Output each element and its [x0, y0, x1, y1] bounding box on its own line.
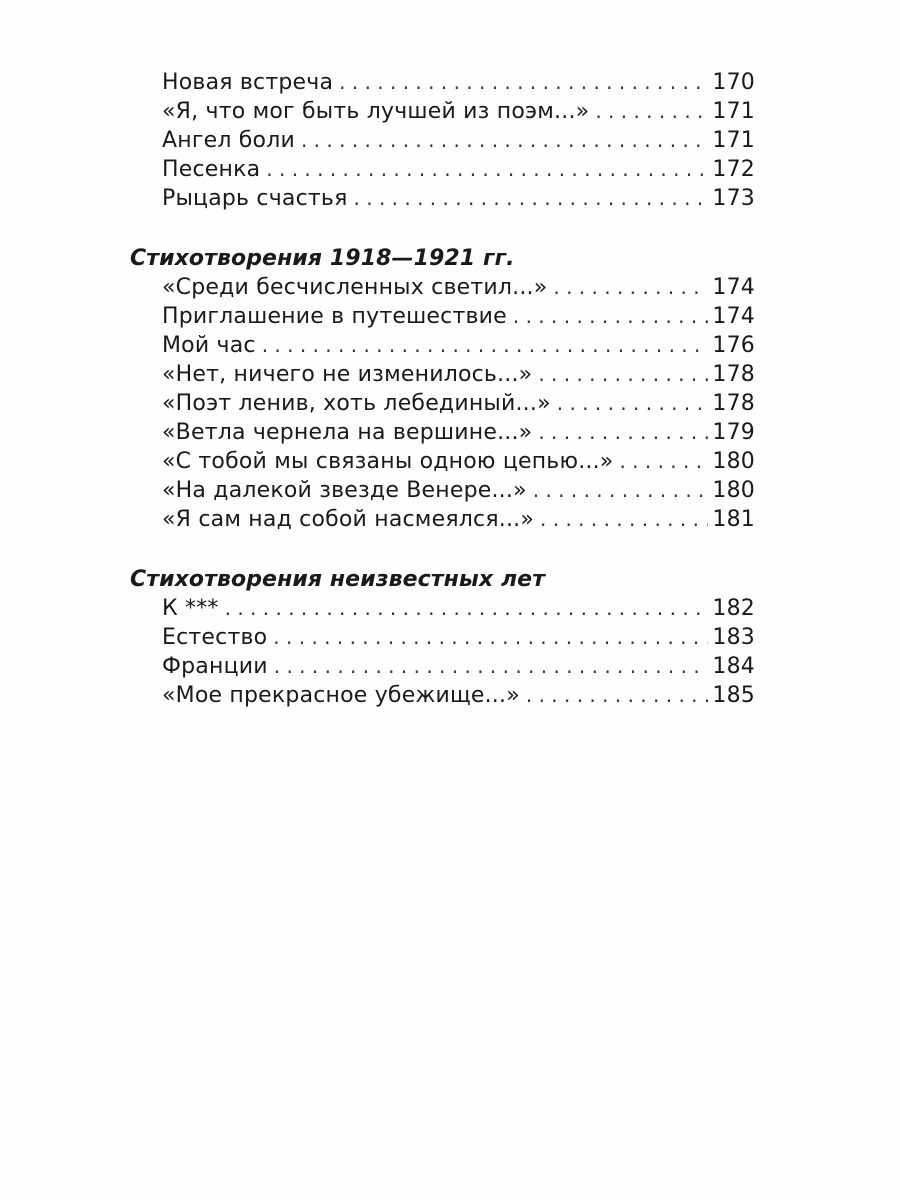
toc-entry-title: «Ветла чернела на вершине...»	[162, 420, 533, 445]
dot-leader	[540, 505, 708, 534]
toc-entry-page: 174	[712, 275, 755, 300]
toc-entry-title: «Я сам над собой насмеялся...»	[162, 507, 535, 532]
dot-leader	[354, 184, 709, 213]
toc-entry-page: 178	[712, 391, 755, 416]
toc-entry-title: «Я, что мог быть лучшей из поэм...»	[162, 99, 590, 124]
dot-leader	[557, 389, 709, 418]
dot-leader	[619, 447, 708, 476]
dot-leader	[553, 273, 708, 302]
toc-entry	[130, 97, 755, 126]
dot-leader	[262, 331, 709, 360]
dot-leader	[339, 68, 708, 97]
dot-leader	[513, 302, 709, 331]
table-of-contents	[130, 68, 755, 710]
toc-entry-list	[130, 273, 755, 534]
toc-continued-block	[130, 68, 755, 213]
toc-entry	[130, 418, 755, 447]
toc-entry-title: «Поэт ленив, хоть лебединый...»	[162, 391, 551, 416]
toc-entry-list	[130, 594, 755, 710]
toc-entry-title: «С тобой мы связаны одною цепью...»	[162, 449, 614, 474]
toc-entry-page: 179	[712, 420, 755, 445]
dot-leader	[225, 594, 709, 623]
toc-entry-title: «Нет, ничего не изменилось...»	[162, 362, 533, 387]
toc-entry	[130, 273, 755, 302]
toc-entry-page: 174	[712, 304, 755, 329]
toc-entry-page: 172	[712, 157, 755, 182]
section-heading: Стихотворения неизвестных лет	[130, 567, 546, 592]
toc-entry-title: «Мое прекрасное убежище...»	[162, 683, 520, 708]
toc-entry-list	[130, 68, 755, 213]
toc-entry-page: 180	[712, 449, 755, 474]
toc-section	[130, 244, 755, 534]
toc-entry	[130, 505, 755, 534]
toc-entry-page: 173	[712, 186, 755, 211]
toc-entry-title: Мой час	[162, 333, 256, 358]
section-heading: Стихотворения 1918—1921 гг.	[130, 246, 515, 271]
toc-entry-page: 171	[712, 128, 755, 153]
toc-entry	[130, 360, 755, 389]
toc-entry-page: 178	[712, 362, 755, 387]
dot-leader	[274, 652, 709, 681]
dot-leader	[595, 97, 708, 126]
toc-entry-page: 183	[712, 625, 755, 650]
dot-leader	[526, 681, 709, 710]
toc-entry-title: Естество	[162, 625, 268, 650]
toc-entry-title: Рыцарь счастья	[162, 186, 348, 211]
dot-leader	[538, 360, 708, 389]
toc-entry-page: 185	[712, 683, 755, 708]
toc-entry-page: 180	[712, 478, 755, 503]
toc-entry	[130, 68, 755, 97]
dot-leader	[273, 623, 708, 652]
toc-entry	[130, 594, 755, 623]
toc-entry-title: «На далекой звезде Венере...»	[162, 478, 527, 503]
toc-entry-title: Приглашение в путешествие	[162, 304, 507, 329]
toc-entry	[130, 155, 755, 184]
toc-entry	[130, 447, 755, 476]
toc-entry-page: 176	[712, 333, 755, 358]
toc-entry-title: Новая встреча	[162, 70, 334, 95]
toc-entry	[130, 681, 755, 710]
dot-leader	[301, 126, 708, 155]
toc-entry	[130, 389, 755, 418]
dot-leader	[533, 476, 709, 505]
toc-entry-title: Ангел боли	[162, 128, 295, 153]
toc-entry-page: 170	[712, 70, 755, 95]
toc-entry	[130, 126, 755, 155]
toc-entry-page: 182	[712, 596, 755, 621]
toc-entry	[130, 623, 755, 652]
toc-entry-title: К ***	[162, 596, 219, 621]
toc-section	[130, 565, 755, 710]
toc-entry-title: Песенка	[162, 157, 261, 182]
toc-entry-title: Франции	[162, 654, 268, 679]
toc-entry-page: 171	[712, 99, 755, 124]
toc-entry-page: 181	[712, 507, 755, 532]
dot-leader	[538, 418, 708, 447]
toc-entry	[130, 184, 755, 213]
toc-entry	[130, 476, 755, 505]
toc-entry	[130, 652, 755, 681]
toc-entry	[130, 302, 755, 331]
dot-leader	[266, 155, 708, 184]
toc-entry-page: 184	[712, 654, 755, 679]
toc-entry-title: «Среди бесчисленных светил...»	[162, 275, 548, 300]
toc-entry	[130, 331, 755, 360]
